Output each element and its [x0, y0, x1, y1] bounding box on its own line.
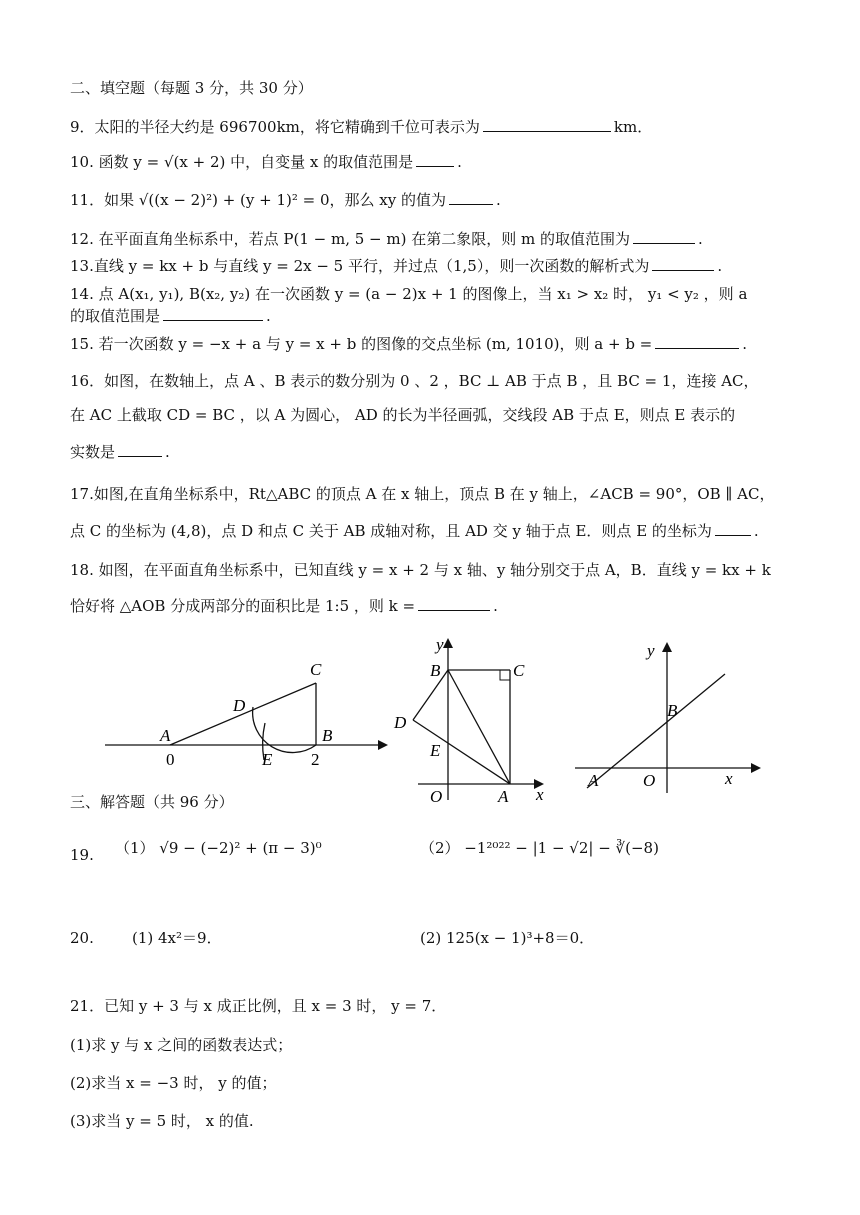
q20-part1: (1) 4x²＝9． — [132, 929, 222, 947]
q19-number: 19. — [70, 846, 94, 864]
tick-two-label: 2 — [311, 750, 320, 769]
axis-x-label: x — [725, 769, 733, 788]
tick-zero-label: 0 — [166, 750, 175, 769]
q10-text: 10. 函数 y = √(x + 2) 中，自变量 x 的取值范围是 — [70, 153, 414, 171]
answer-blank — [483, 117, 611, 132]
point-d-label: D — [233, 696, 246, 715]
point-c-label: C — [513, 661, 525, 680]
answer-blank — [655, 334, 739, 349]
q12-text: 12. 在平面直角坐标系中，若点 P(1 − m, 5 − m) 在第二象限，则 m 的取值范围为 — [70, 230, 630, 248]
question-9 — [70, 117, 652, 137]
q21-part3: (3)求当 y = 5 时， x 的值. — [70, 1112, 254, 1130]
answer-blank — [715, 521, 751, 536]
figure-number-line — [100, 655, 400, 775]
question-18-line1: 18. 如图，在平面直角坐标系中，已知直线 y = x + 2 与 x 轴、y 轴分别交于点 A，B．直线 y = kx + k — [70, 561, 771, 579]
origin-label: O — [430, 787, 443, 806]
axis-y-label: y — [436, 635, 444, 654]
q18-text: 恰好将 △AOB 分成两部分的面积比是 1:5 ，则 k = — [70, 597, 416, 615]
question-12: 12. 在平面直角坐标系中，若点 P(1 − m, 5 − m) 在第二象限，则 m 的取值范围为 . — [70, 230, 703, 248]
question-16-line2: 在 AC 上截取 CD = BC ，以 A 为圆心， AD 的长为半径画弧，交线段 AB 于点 E，则点 E 表示的 — [70, 406, 736, 424]
q17-text: 点 C 的坐标为 (4,8)，点 D 和点 C 关于 AB 成轴对称，且 AD 交 y 轴于点 E．则点 E 的坐标为 — [70, 522, 712, 540]
q16-text: 实数是 — [70, 443, 116, 461]
point-c-label: C — [310, 660, 322, 679]
point-b-label: B — [322, 726, 333, 745]
question-21: 21．已知 y + 3 与 x 成正比例，且 x = 3 时， y = 7． — [70, 997, 447, 1015]
question-18-line2: 恰好将 △AOB 分成两部分的面积比是 1:5 ，则 k = . — [70, 597, 498, 615]
q20-number: 20. — [70, 929, 94, 947]
figure-line-graph — [575, 638, 775, 798]
answer-blank — [418, 596, 490, 611]
point-e-label: E — [430, 741, 441, 760]
point-d-label: D — [394, 713, 407, 732]
origin-label: O — [643, 771, 656, 790]
q21-part2: (2)求当 x = −3 时， y 的值； — [70, 1074, 277, 1092]
point-b-label: B — [430, 661, 441, 680]
question-17-line1: 17.如图,在直角坐标系中，Rt△ABC 的顶点 A 在 x 轴上，顶点 B 在 y 轴上，∠ACB = 90°，OB ∥ AC， — [70, 485, 775, 503]
answer-blank — [163, 306, 263, 321]
section-answer-title: 三、解答题（共 96 分） — [70, 793, 234, 811]
q19-part2: （2） −1²⁰²² − |1 − √2| − ∛(−8) — [420, 839, 659, 857]
section-fill-title: 二、填空题（每题 3 分，共 30 分） — [70, 79, 313, 97]
q11-text: 11．如果 √((x − 2)²) + (y + 1)² = 0，那么 xy 的值为 — [70, 191, 447, 209]
q9-text: 9．太阳的半径大约是 696700km，将它精确到千位可表示为 — [70, 118, 480, 136]
answer-blank — [633, 229, 695, 244]
point-e-label: E — [262, 750, 273, 769]
q15-text: 15. 若一次函数 y = −x + a 与 y = x + b 的图像的交点坐标 (m, 1010)，则 a + b = — [70, 335, 653, 353]
q13-text: 13.直线 y = kx + b 与直线 y = 2x − 5 平行，并过点（1,5），则一次函数的解析式为 — [70, 257, 650, 275]
point-b-label: B — [667, 701, 678, 720]
figure-triangle-axes — [390, 632, 560, 807]
question-17-line2: 点 C 的坐标为 (4,8)，点 D 和点 C 关于 AB 成轴对称，且 AD 交 y 轴于点 E．则点 E 的坐标为 . — [70, 522, 759, 540]
question-13: 13.直线 y = kx + b 与直线 y = 2x − 5 平行，并过点（1,5），则一次函数的解析式为 . — [70, 257, 723, 275]
question-16-line1: 16．如图，在数轴上，点 A 、B 表示的数分别为 0 、2 ，BC ⊥ AB 于点 B ，且 BC = 1，连接 AC， — [70, 372, 759, 390]
q19-part1: （1） √9 − (−2)² + (π − 3)⁰ — [115, 839, 322, 857]
answer-blank — [449, 190, 493, 205]
question-11: 11．如果 √((x − 2)²) + (y + 1)² = 0，那么 xy 的值为 . — [70, 191, 501, 209]
answer-blank — [652, 256, 714, 271]
question-15: 15. 若一次函数 y = −x + a 与 y = x + b 的图像的交点坐标 (m, 1010)，则 a + b = . — [70, 335, 748, 353]
axis-y-label: y — [647, 641, 655, 660]
answer-blank — [118, 442, 162, 457]
axis-x-label: x — [536, 785, 544, 804]
q20-part2: (2) 125(x − 1)³+8＝0． — [420, 929, 595, 947]
question-10: 10. 函数 y = √(x + 2) 中，自变量 x 的取值范围是 . — [70, 153, 462, 171]
question-14-line2: 的取值范围是 . — [70, 307, 271, 325]
q21-part1: (1)求 y 与 x 之间的函数表达式； — [70, 1036, 293, 1054]
question-14-line1: 14. 点 A(x₁, y₁), B(x₂, y₂) 在一次函数 y = (a − 2)x + 1 的图像上，当 x₁ > x₂ 时， y₁ < y₂ ，则 a — [70, 285, 748, 303]
q14-text: 的取值范围是 — [70, 307, 161, 325]
question-16-line3: 实数是 . — [70, 443, 170, 461]
point-a-label: A — [160, 726, 171, 745]
point-a-label: A — [588, 771, 599, 790]
q9-unit: km． — [613, 118, 653, 136]
answer-blank — [416, 152, 454, 167]
point-a-label: A — [498, 787, 509, 806]
